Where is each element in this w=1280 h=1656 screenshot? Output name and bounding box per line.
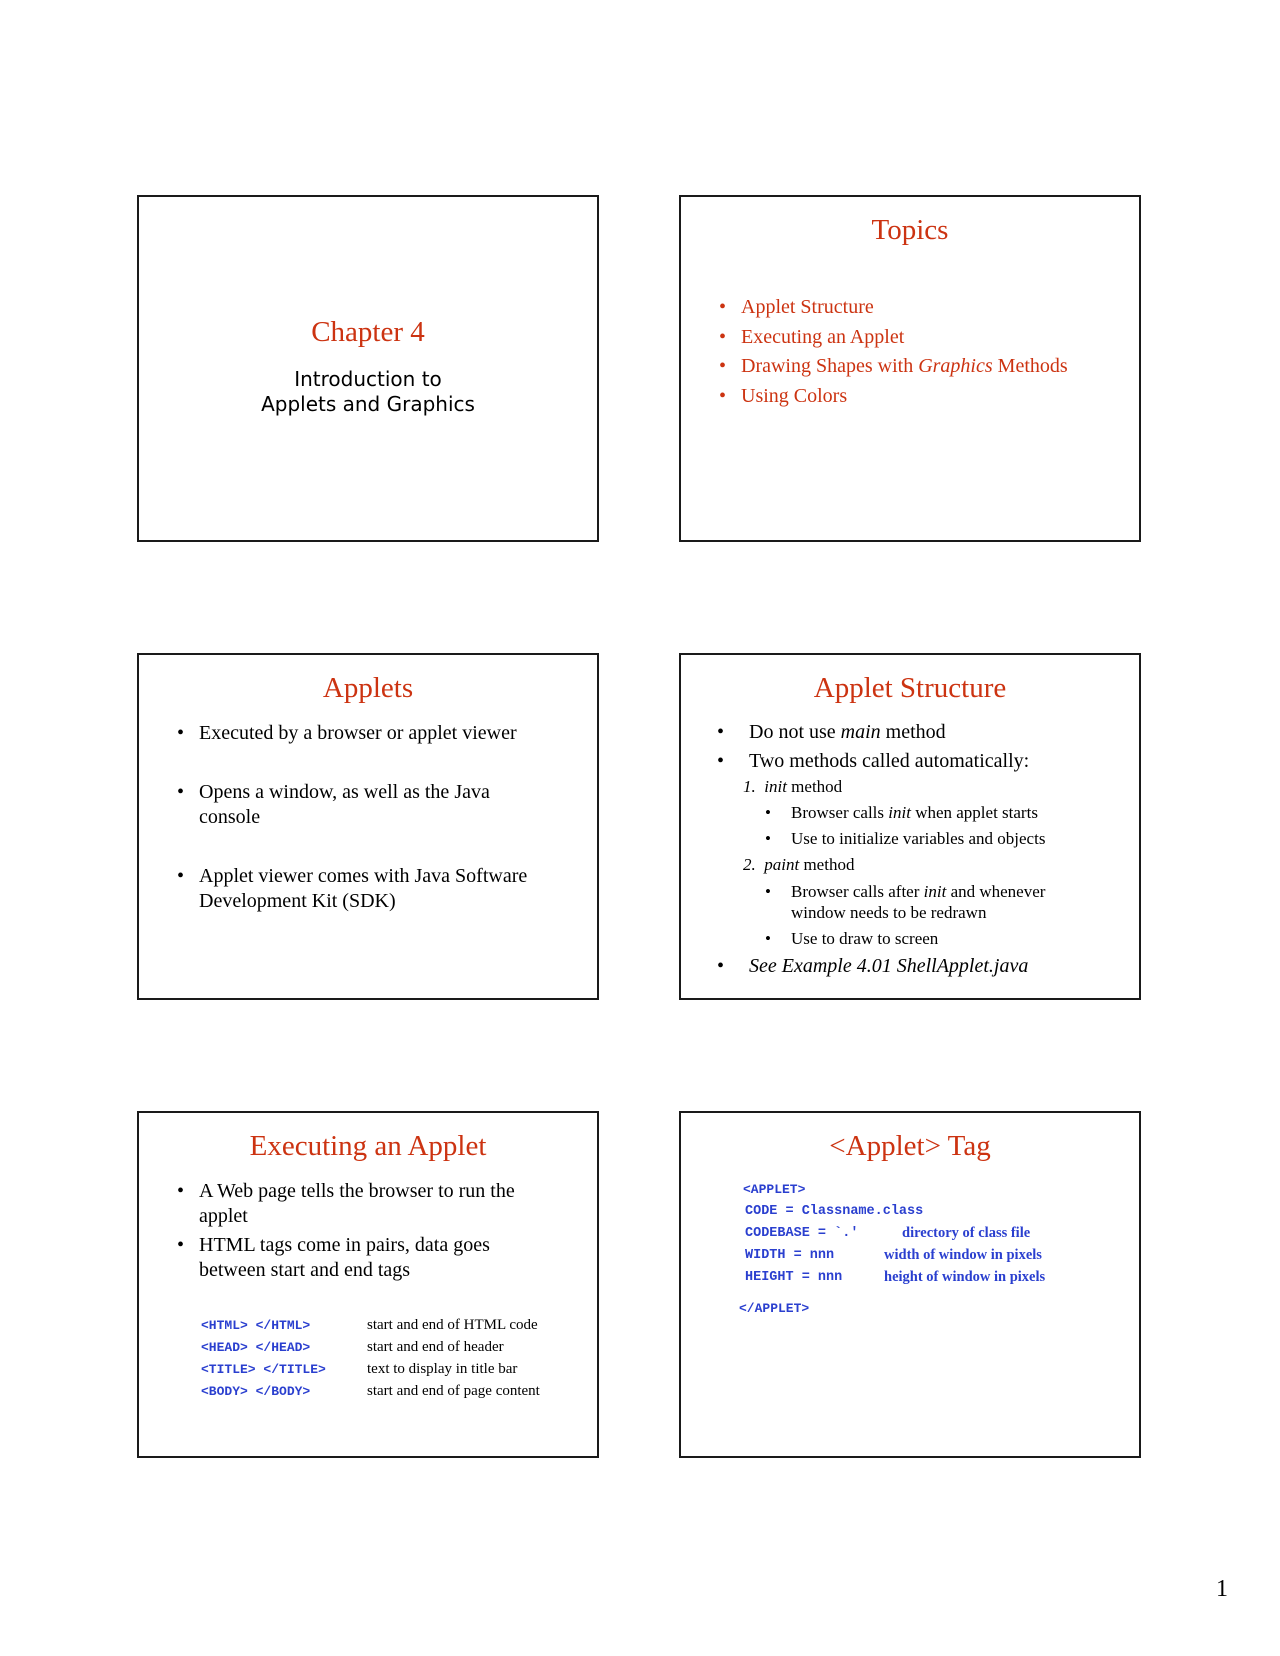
bullet-two-methods: • Two methods called automatically: <box>717 750 1030 772</box>
applet-close-tag: </APPLET> <box>739 1301 810 1316</box>
slide-title: Chapter 4 <box>311 316 425 348</box>
slide-subtitle <box>139 367 597 417</box>
bullet-list <box>177 1179 515 1283</box>
numbered-init: 1. init method <box>743 777 843 796</box>
html-tag-code: <HEAD> </HEAD> <box>201 1340 311 1355</box>
list-item: • Using Colors <box>719 384 848 407</box>
slide-applet-tag <box>679 1111 1141 1458</box>
slide-applet-structure <box>679 653 1141 1000</box>
numbered-paint: 2. paint method <box>743 855 855 874</box>
slide-title: <Applet> Tag <box>829 1130 991 1162</box>
page-number: 1 <box>1216 1576 1228 1602</box>
html-tag-desc: start and end of page content <box>367 1383 540 1399</box>
subtitle-line: Introduction to <box>294 367 442 391</box>
slide-title: Executing an Applet <box>249 1130 487 1162</box>
slide-title: Topics <box>871 214 949 246</box>
slide-chapter-title <box>137 195 599 542</box>
list-item: • A Web page tells the browser to run the applet <box>177 1180 515 1227</box>
html-tag-code: <HTML> </HTML> <box>201 1318 311 1333</box>
applet-open-tag: <APPLET> <box>743 1182 806 1197</box>
applet-attr-code: CODEBASE = `.' <box>745 1226 859 1241</box>
applet-attr-desc: width of window in pixels <box>884 1247 1042 1263</box>
slide-topics <box>679 195 1141 542</box>
list-item: • HTML tags come in pairs, data goes between start and end tags <box>177 1234 490 1281</box>
sub-bullet: • Use to initialize variables and objects <box>765 829 1046 848</box>
applet-attr-code: CODE = Classname.class <box>745 1204 924 1219</box>
html-tag-code: <BODY> </BODY> <box>201 1384 311 1399</box>
bullet-list <box>177 721 527 914</box>
subtitle-line: Applets and Graphics <box>261 392 475 416</box>
slide-executing-applet <box>137 1111 599 1458</box>
applet-attr-code: WIDTH = nnn <box>745 1248 835 1263</box>
slide-applets <box>137 653 599 1000</box>
applet-attr-code: HEIGHT = nnn <box>745 1270 843 1285</box>
list-item: • Executed by a browser or applet viewer <box>177 722 517 744</box>
sub-bullet: • Use to draw to screen <box>765 929 939 948</box>
list-item: • Executing an Applet <box>719 325 905 348</box>
applet-attr-desc: height of window in pixels <box>884 1269 1046 1285</box>
html-tag-desc: start and end of header <box>367 1339 504 1355</box>
list-item: • Opens a window, as well as the Java console <box>177 781 490 828</box>
list-item: • Drawing Shapes with Graphics Methods <box>719 355 1068 377</box>
list-item: • Applet viewer comes with Java Software Development Kit (SDK) <box>177 865 528 912</box>
topics-list <box>719 293 1068 411</box>
html-tag-code: <TITLE> </TITLE> <box>201 1362 326 1377</box>
html-tag-desc: text to display in title bar <box>367 1361 518 1377</box>
applet-attr-desc: directory of class file <box>902 1225 1031 1241</box>
html-tag-desc: start and end of HTML code <box>367 1317 538 1333</box>
list-item: • Applet Structure <box>719 296 874 318</box>
sub-bullet: • Browser calls after init and whenever window needs to be redrawn <box>765 882 1046 922</box>
bullet-main-method: • Do not use main method <box>717 721 946 743</box>
slide-title: Applets <box>322 672 414 704</box>
sub-bullet: • Browser calls init when applet starts <box>765 803 1038 822</box>
slide-title: Applet Structure <box>813 672 1007 704</box>
bullet-example: • See Example 4.01 ShellApplet.java <box>717 955 1029 977</box>
